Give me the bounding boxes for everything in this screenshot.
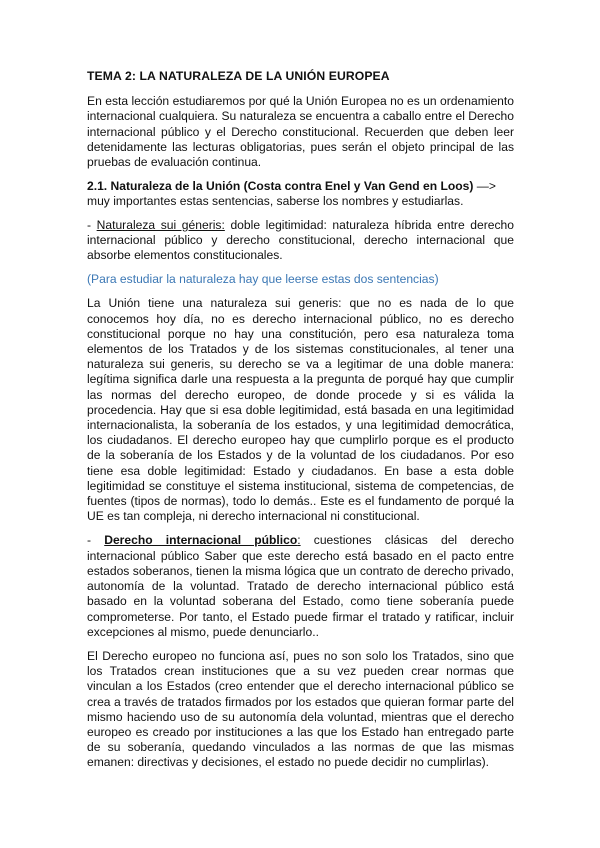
sui-generis-term: Naturaleza sui géneris: bbox=[96, 217, 225, 232]
derecho-internacional-dash: - bbox=[87, 533, 105, 548]
section-arrow: —> bbox=[473, 179, 496, 194]
intro-paragraph: En esta lección estudiaremos por qué la Unión Europea no es un ordenamiento internacional cualquiera. Su naturaleza se encuentra a caballo entre el Derecho internacional público y el Derecho constitucional. Recuerden que deben leer detenidamente las lecturas obligatorias, pues serán el objeto principal de las pruebas de evaluación continua. bbox=[87, 94, 514, 170]
section-heading bbox=[87, 179, 514, 209]
study-note: (Para estudiar la naturaleza hay que leerse estas dos sentencias) bbox=[87, 272, 439, 287]
derecho-internacional-text: cuestiones clásicas del derecho internacional público Saber que este derecho está basado en el pacto entre estados soberanos, tienen la misma lógica que un contrato de derecho privado, autonomía de la voluntad. Tratado de derecho internacional público está basado en la voluntad soberana del Estado, como tiene soberanía puede comprometerse. Por tanto, el Estado puede firmar el tratado y ratificar, incluir excepciones al mismo, puede denunciarlo.. bbox=[87, 533, 514, 639]
section-note: muy importantes estas sentencias, saberse los nombres y estudiarlas. bbox=[87, 194, 464, 209]
page-title: TEMA 2: LA NATURALEZA DE LA UNIÓN EUROPEA bbox=[87, 69, 390, 83]
document-page bbox=[87, 69, 514, 780]
sui-generis-paragraph bbox=[87, 218, 514, 264]
union-paragraph: La Unión tiene una naturaleza sui generis: que no es nada de lo que conocemos hoy día, no es derecho internacional público, no es derecho constitucional porque no hay una constitución, pero esa naturaleza toma elementos de los Tratados y de los sistemas constitucionales, al tener una naturaleza sui generis, su derecho se va a legitimar de una doble manera: legítima significa darle una respuesta a la pregunta de porqué hay que cumplir las normas del derecho europeo, de donde procede y si es válida la procedencia. Hay que si esa doble legitimidad, está basada en una legitimidad internacionalista, la soberanía de los estados, y una legitimidad democrática, los ciudadanos. El derecho europeo hay que cumplirlo porque es el producto de la soberanía de los Estados y de la voluntad de los ciudadanos. Por eso tiene esa doble legitimidad: Estado y ciudadanos. En base a esta doble legitimidad se constituye el sistema institucional, sistema de competencias, de fuentes (tipos de normas), todo lo demás.. Este es el fundamento de porqué la UE es tan compleja, ni derecho internacional ni constitucional. bbox=[87, 296, 514, 524]
derecho-internacional-colon: : bbox=[297, 533, 301, 548]
derecho-internacional-term: Derecho internacional público bbox=[104, 533, 298, 548]
derecho-internacional-paragraph bbox=[87, 533, 514, 639]
section-title: 2.1. Naturaleza de la Unión (Costa contra Enel y Van Gend en Loos) bbox=[87, 179, 474, 194]
sui-generis-text: doble legitimidad: naturaleza híbrida entre derecho internacional público y derecho constitucional, derecho internacional que absorbe elementos constitucionales. bbox=[87, 217, 514, 263]
derecho-europeo-paragraph: El Derecho europeo no funciona así, pues no son solo los Tratados, sino que los Tratados crean instituciones que a su vez pueden crear normas que vinculan a los Estados (creo entender que el derecho internacional público se crea a través de tratados firmados por los estados que quieran formar parte del mismo haciendo uso de su autonomía dela voluntad, mientras que el derecho europeo es creado por instituciones a las que los Estado han entregado parte de su soberanía, quedando vinculados a las normas de que las mismas emanen: directivas y decisiones, el estado no puede decidir no cumplirlas). bbox=[87, 648, 514, 770]
sui-generis-dash: - bbox=[87, 217, 97, 232]
